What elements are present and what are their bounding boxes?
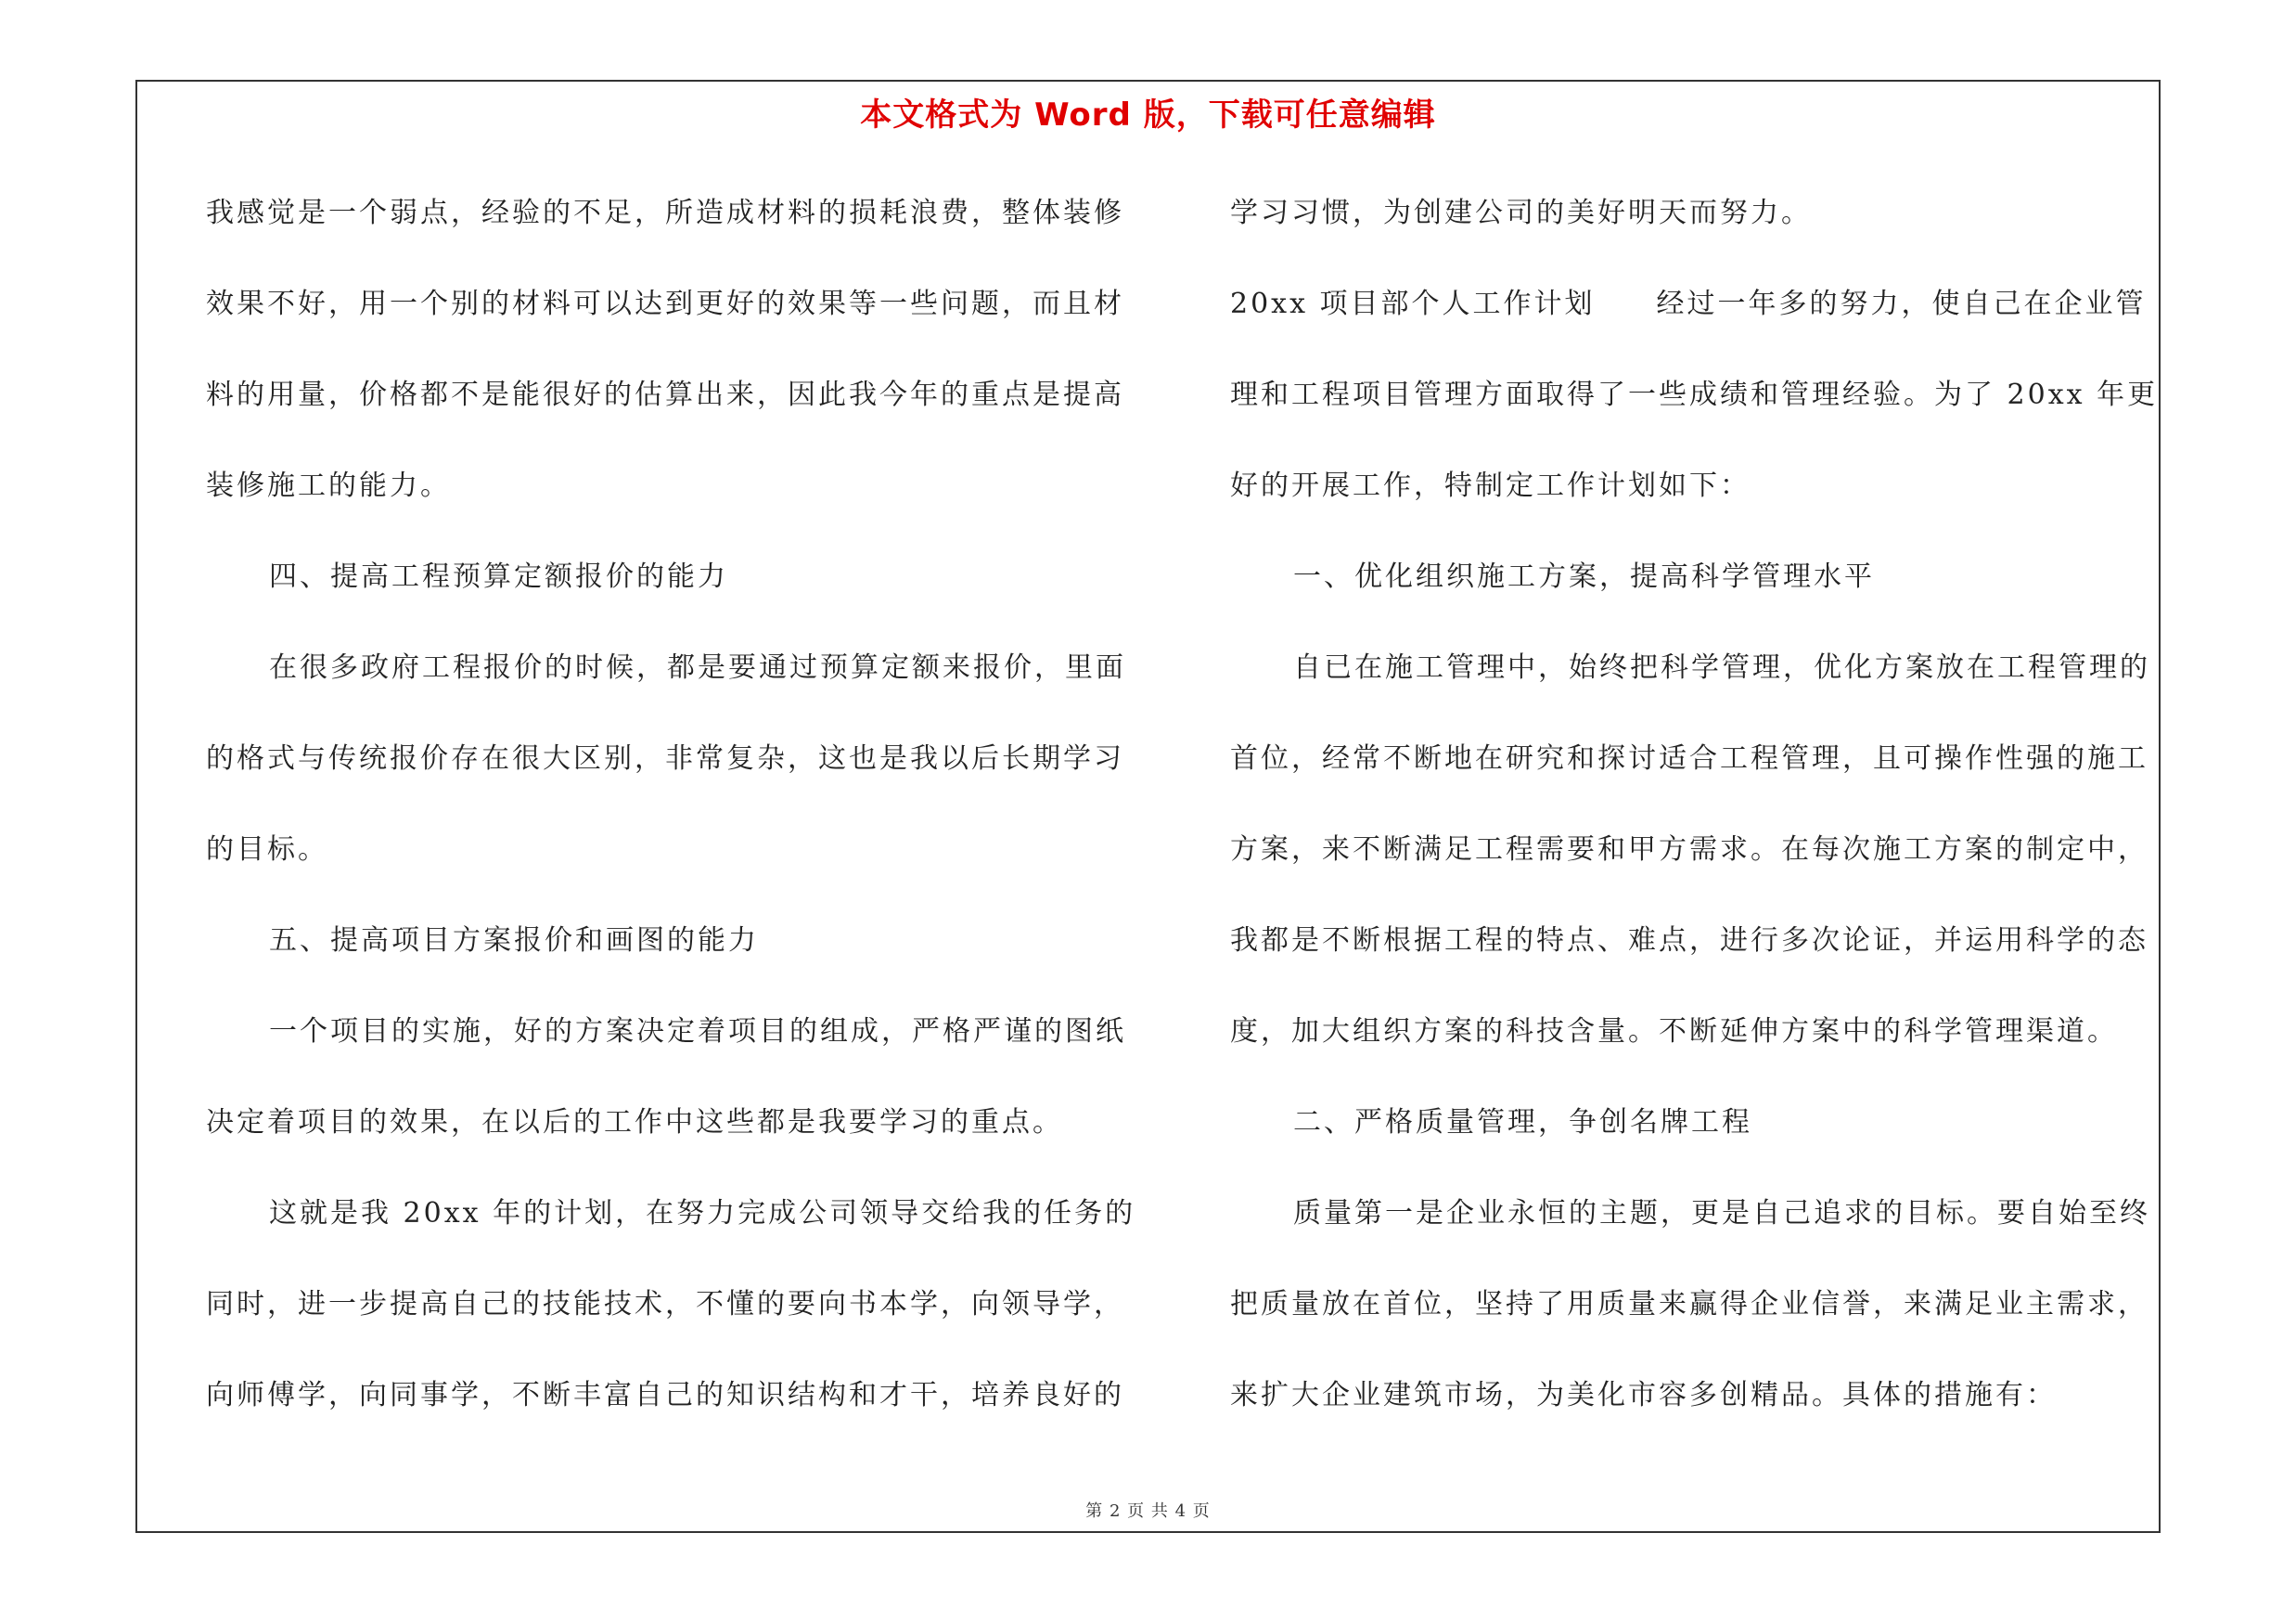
text-line: 好的开展工作，特制定工作计划如下：	[1230, 470, 1751, 502]
text-line: 首位，经常不断地在研究和探讨适合工程管理，且可操作性强的施工	[1230, 742, 2148, 775]
text-line: 效果不好，用一个别的材料可以达到更好的效果等一些问题，而且材	[206, 288, 1124, 320]
text-line: 决定着项目的效果，在以后的工作中这些都是我要学习的重点。	[206, 1106, 1063, 1139]
page-footer: 第 2 页 共 4 页	[1085, 1501, 1211, 1521]
text-line: 二、严格质量管理，争创名牌工程	[1293, 1106, 1752, 1139]
text-line: 一个项目的实施，好的方案决定着项目的组成，严格严谨的图纸	[269, 1015, 1126, 1048]
text-line: 装修施工的能力。	[206, 470, 451, 502]
text-line: 我都是不断根据工程的特点、难点，进行多次论证，并运用科学的态	[1230, 924, 2148, 957]
text-line: 我感觉是一个弱点，经验的不足，所造成材料的损耗浪费，整体装修	[206, 197, 1124, 229]
text-line: 向师傅学，向同事学，不断丰富自己的知识结构和才干，培养良好的	[206, 1379, 1124, 1411]
text-line: 四、提高工程预算定额报价的能力	[269, 560, 728, 593]
text-line: 把质量放在首位，坚持了用质量来赢得企业信誉，来满足业主需求，	[1230, 1288, 2148, 1320]
text-line: 同时，进一步提高自己的技能技术，不懂的要向书本学，向领导学，	[206, 1288, 1124, 1320]
right-column	[1230, 186, 2172, 1459]
text-line: 质量第一是企业永恒的主题，更是自己追求的目标。要自始至终	[1293, 1197, 2150, 1230]
text-line: 五、提高项目方案报价和画图的能力	[269, 924, 759, 957]
text-line: 学习习惯，为创建公司的美好明天而努力。	[1230, 197, 1812, 229]
text-line: 度，加大组织方案的科技含量。不断延伸方案中的科学管理渠道。	[1230, 1015, 2118, 1048]
header-banner: 本文格式为 Word 版，下载可任意编辑	[860, 97, 1436, 134]
text-line: 来扩大企业建筑市场，为美化市容多创精品。具体的措施有：	[1230, 1379, 2057, 1411]
text-line: 20xx 项目部个人工作计划 经过一年多的努力，使自己在企业管	[1230, 288, 2147, 320]
text-line: 方案，来不断满足工程需要和甲方需求。在每次施工方案的制定中，	[1230, 833, 2148, 866]
text-line: 的格式与传统报价存在很大区别，非常复杂，这也是我以后长期学习	[206, 742, 1124, 775]
text-line: 在很多政府工程报价的时候，都是要通过预算定额来报价，里面	[269, 651, 1126, 684]
text-line: 料的用量，价格都不是能很好的估算出来，因此我今年的重点是提高	[206, 379, 1124, 411]
text-line: 自已在施工管理中，始终把科学管理，优化方案放在工程管理的	[1293, 651, 2150, 684]
text-line: 这就是我 20xx 年的计划，在努力完成公司领导交给我的任务的	[269, 1197, 1136, 1230]
text-line: 一、优化组织施工方案，提高科学管理水平	[1293, 560, 1875, 593]
text-line: 理和工程项目管理方面取得了一些成绩和管理经验。为了 20xx 年更	[1230, 379, 2159, 411]
left-column	[206, 186, 1134, 1459]
text-line: 的目标。	[206, 833, 328, 866]
